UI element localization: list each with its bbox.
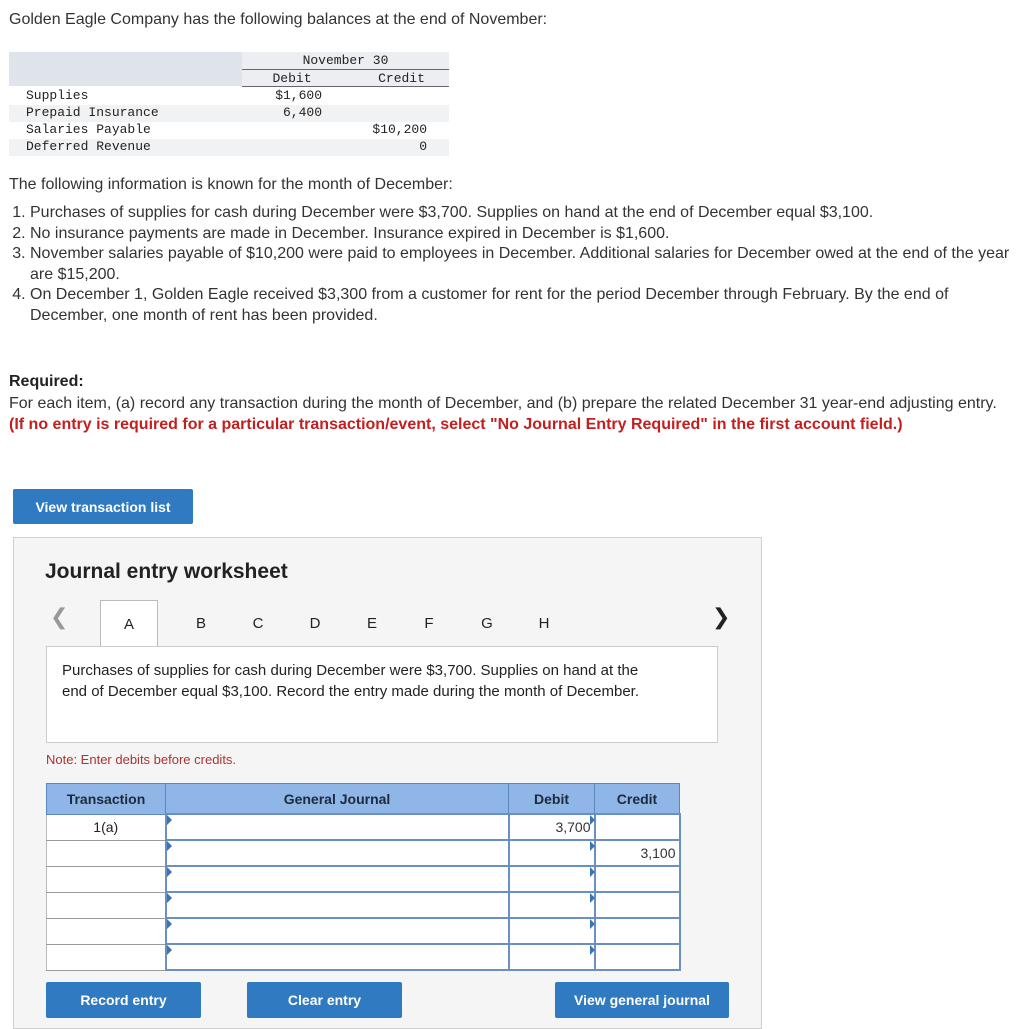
balance-row: Salaries Payable $10,200 — [26, 122, 427, 137]
transaction-cell — [47, 892, 166, 918]
required-note: (If no entry is required for a particular transaction/event, select "No Journal Entry Required" in the first account field.) — [9, 415, 903, 433]
tab-f[interactable]: F — [424, 614, 434, 632]
tab-e[interactable]: E — [366, 614, 377, 632]
chevron-right-icon[interactable]: ❯ — [712, 604, 731, 629]
transaction-cell: 1(a) — [47, 814, 166, 840]
view-transaction-list-button[interactable]: View transaction list — [13, 489, 193, 524]
dropdown-marker-icon — [167, 945, 172, 955]
transaction-prompt — [46, 646, 718, 743]
intro-text: Golden Eagle Company has the following balances at the end of November: — [9, 11, 548, 28]
account-select[interactable] — [166, 840, 509, 866]
col-general-journal: General Journal — [166, 784, 509, 815]
record-entry-button[interactable]: Record entry — [46, 982, 201, 1018]
dropdown-marker-icon — [167, 841, 172, 851]
clear-entry-button[interactable]: Clear entry — [247, 982, 402, 1018]
credit-input[interactable] — [595, 944, 680, 970]
tab-b[interactable]: B — [195, 614, 206, 632]
journal-table — [46, 783, 681, 971]
list-item: 1. Purchases of supplies for cash during December were $3,700. Supplies on hand at the end of December equal $3,100. — [30, 203, 1024, 224]
account-select[interactable] — [166, 814, 509, 840]
info-list — [9, 203, 1024, 326]
known-info-text: The following information is known for the month of December: — [9, 176, 453, 193]
list-item: 4. On December 1, Golden Eagle received $3,300 from a customer for rent for the period December through February. By the end of December, one month of rent has been provided. — [30, 285, 1024, 326]
debit-input[interactable] — [509, 866, 595, 892]
dropdown-marker-icon — [167, 867, 172, 877]
table-row — [47, 866, 680, 892]
account-select[interactable] — [166, 892, 509, 918]
balance-month-header: November 30 — [302, 53, 389, 68]
balance-row: Deferred Revenue 0 — [9, 139, 449, 156]
tab-h[interactable]: H — [538, 614, 550, 632]
transaction-cell — [47, 944, 166, 970]
debit-input[interactable] — [509, 840, 595, 866]
debit-input[interactable] — [509, 918, 595, 944]
chevron-left-icon[interactable]: ❮ — [50, 604, 69, 629]
transaction-cell — [47, 866, 166, 892]
credit-input[interactable] — [595, 918, 680, 944]
list-item: 2. No insurance payments are made in December. Insurance expired in December is $1,600. — [30, 224, 1024, 245]
debit-input[interactable] — [509, 944, 595, 970]
dropdown-marker-icon — [167, 815, 172, 825]
transaction-cell — [47, 840, 166, 866]
credit-input[interactable] — [595, 814, 680, 840]
view-general-journal-button[interactable]: View general journal — [555, 982, 729, 1018]
table-row — [47, 892, 680, 918]
account-select[interactable] — [166, 918, 509, 944]
required-heading: Required: — [9, 373, 84, 390]
tab-d[interactable]: D — [309, 614, 321, 632]
table-row — [47, 814, 680, 840]
prompt-text: Purchases of supplies for cash during December were $3,700. Supplies on hand at the end of December equal $3,100. Record the entry made during the month of December. — [62, 662, 640, 700]
debit-input[interactable]: 3,700 — [509, 814, 595, 840]
credit-input[interactable]: 3,100 — [595, 840, 680, 866]
transaction-cell — [47, 918, 166, 944]
tab-c[interactable]: C — [252, 614, 264, 632]
table-row — [47, 840, 680, 866]
table-row — [47, 918, 680, 944]
worksheet-title: Journal entry worksheet — [45, 560, 288, 583]
debits-note: Note: Enter debits before credits. — [46, 752, 237, 767]
required-text: For each item, (a) record any transaction during the month of December, and (b) prepare the related December 31 year-end adjusting entry. (If no entry is required for a particular transaction/event, select "No Journal Entry Required" in the first account field.) — [9, 395, 997, 433]
dropdown-marker-icon — [167, 919, 172, 929]
credit-input[interactable] — [595, 866, 680, 892]
account-select[interactable] — [166, 866, 509, 892]
col-credit: Credit — [595, 784, 680, 815]
dropdown-marker-icon — [167, 893, 172, 903]
balance-row: Supplies $1,600 — [26, 88, 322, 103]
account-select[interactable] — [166, 944, 509, 970]
balance-debit-header: Debit — [272, 71, 312, 86]
col-debit: Debit — [509, 784, 595, 815]
balance-row: Prepaid Insurance 6,400 — [9, 105, 449, 122]
tab-g[interactable]: G — [481, 614, 493, 632]
balance-credit-header: Credit — [378, 71, 425, 86]
list-item: 3. November salaries payable of $10,200 were paid to employees in December. Additional salaries for December owed at the end of the year are $15,200. — [30, 244, 1024, 285]
tab-a[interactable]: A — [100, 600, 158, 648]
table-row — [47, 944, 680, 970]
debit-input[interactable] — [509, 892, 595, 918]
col-transaction: Transaction — [47, 784, 166, 815]
credit-input[interactable] — [595, 892, 680, 918]
